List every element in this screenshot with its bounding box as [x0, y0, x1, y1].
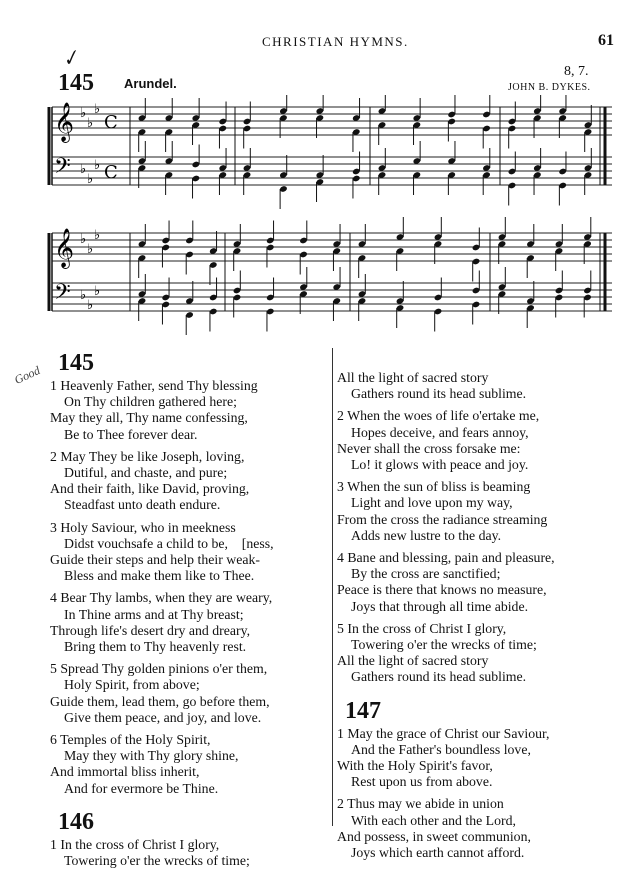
verse-line: Guide their steps and help their weak- [50, 552, 260, 568]
stanza [50, 378, 328, 443]
stanza [337, 408, 617, 473]
verse-line: 4 Bane and blessing, pain and pleasure, [337, 550, 555, 566]
verse-line: Never shall the cross forsake me: [337, 440, 521, 456]
hymn-number: 145 [58, 350, 94, 376]
verse-line: May they with Thy glory shine, [64, 748, 239, 764]
flat-sign: ♭ [87, 171, 94, 186]
verse-line: 2 When the woes of life o'ertake me, [337, 408, 540, 424]
flat-sign: ♭ [80, 231, 87, 246]
verse-line: All the light of sacred story [337, 370, 489, 385]
stanza [337, 796, 617, 861]
verse-line: 4 Bear Thy lambs, when they are weary, [50, 590, 273, 606]
margin-note: Good [12, 363, 43, 388]
verse-line: Guide them, lead them, go before them, [50, 693, 270, 709]
stanza [337, 479, 617, 544]
stanza [337, 370, 617, 402]
verse-line: Steadfast unto death endure. [64, 497, 221, 513]
verse-line: 1 May the grace of Christ our Saviour, [337, 725, 550, 741]
running-head: CHRISTIAN HYMNS. [262, 34, 409, 49]
verse-line: 2 Thus may we abide in union [337, 796, 504, 812]
flat-sign: ♭ [80, 161, 87, 176]
stanza [337, 621, 617, 686]
verse-line: Dutiful, and chaste, and pure; [64, 465, 228, 481]
stanza [50, 732, 328, 797]
page-number: 61 [598, 32, 614, 49]
right-column [337, 370, 617, 867]
verse-line: From the cross the radiance streaming [337, 511, 548, 527]
verse-line: Bless and make them like to Thee. [64, 568, 255, 584]
verse-line: Rest upon us from above. [351, 774, 493, 790]
column-divider [332, 348, 333, 826]
flat-sign: ♭ [80, 105, 87, 120]
verse-line: Hopes deceive, and fears annoy, [351, 424, 529, 440]
verse-line: 2 May They be like Joseph, loving, [50, 448, 245, 464]
stanza [337, 550, 617, 615]
verse-line: Adds new lustre to the day. [351, 527, 502, 543]
verse-line: May they all, Thy name confessing, [50, 410, 248, 426]
flat-sign: ♭ [87, 241, 94, 256]
verse-line: Bring them to Thy heavenly rest. [64, 639, 247, 655]
meter: 8, 7. [564, 64, 589, 79]
verse-line: Didst vouchsafe a child to be, [ness, [64, 535, 274, 551]
verse-line: And possess, in sweet communion, [337, 828, 531, 844]
hymn-number: 147 [345, 697, 381, 724]
verse-line: 6 Temples of the Holy Spirit, [50, 732, 211, 748]
music-score [40, 95, 620, 345]
verse-line: 3 Holy Saviour, who in meekness [50, 519, 236, 535]
tune-name: Arundel. [124, 76, 177, 91]
verse-line: By the cross are sanctified; [351, 566, 501, 582]
verse-line: Towering o'er the wrecks of time; [64, 853, 250, 869]
flat-sign: ♭ [94, 283, 101, 298]
flat-sign: ♭ [87, 115, 94, 130]
verse-line: Holy Spirit, from above; [64, 677, 200, 693]
treble-clef: 𝄞 [54, 102, 75, 142]
verse-line: Gathers round its head sublime. [351, 386, 527, 402]
tune-number: 145 [58, 70, 94, 96]
verse-line: 5 Spread Thy golden pinions o'er them, [50, 661, 268, 677]
time-signature: C [104, 162, 118, 183]
verse-line: Joys that through all time abide. [351, 598, 529, 614]
stanza [50, 661, 328, 726]
stanza [50, 590, 328, 655]
stanza [50, 520, 328, 585]
verse-line: Gathers round its head sublime. [351, 669, 527, 685]
bass-clef: 𝄢 [54, 154, 71, 184]
verse-line: In Thine arms and at Thy breast; [64, 606, 244, 622]
verse-line: With the Holy Spirit's favor, [337, 758, 493, 774]
verse-line: Light and love upon my way, [351, 495, 513, 511]
stanza [337, 726, 617, 791]
stanza [50, 449, 328, 514]
flat-sign: ♭ [80, 287, 87, 302]
verse-line: With each other and the Lord, [351, 812, 516, 828]
bass-clef: 𝄢 [54, 280, 71, 310]
verse-line: And for evermore be Thine. [64, 780, 219, 796]
stanza [50, 837, 328, 869]
verse-line: Through life's desert dry and dreary, [50, 622, 251, 638]
verse-line: 3 When the sun of bliss is beaming [337, 479, 531, 495]
verse-line: And the Father's boundless love, [351, 741, 531, 757]
composer: JOHN B. DYKES. [508, 82, 591, 93]
flat-sign: ♭ [94, 227, 101, 242]
flat-sign: ♭ [94, 157, 101, 172]
verse-line: 1 In the cross of Christ I glory, [50, 836, 220, 852]
hymn-number: 146 [58, 808, 94, 835]
verse-line: And their faith, like David, proving, [50, 481, 250, 497]
verse-line: All the light of sacred story [337, 653, 489, 669]
time-signature: C [104, 112, 118, 133]
verse-line: 1 Heavenly Father, send Thy blessing [50, 378, 258, 393]
handwritten-check-mark: ✓ [58, 45, 83, 73]
left-column [50, 350, 328, 875]
verse-line: Peace is there that knows no measure, [337, 582, 547, 598]
flat-sign: ♭ [87, 297, 94, 312]
verse-line: Towering o'er the wrecks of time; [351, 637, 537, 653]
verse-line: Joys which earth cannot afford. [351, 845, 525, 861]
verse-line: 5 In the cross of Christ I glory, [337, 620, 507, 636]
verse-line: Give them peace, and joy, and love. [64, 709, 262, 725]
treble-clef: 𝄞 [54, 228, 75, 268]
verse-line: And immortal bliss inherit, [50, 764, 200, 780]
flat-sign: ♭ [94, 101, 101, 116]
verse-line: On Thy children gathered here; [64, 394, 237, 410]
verse-line: Lo! it glows with peace and joy. [351, 457, 529, 473]
verse-line: Be to Thee forever dear. [64, 426, 198, 442]
